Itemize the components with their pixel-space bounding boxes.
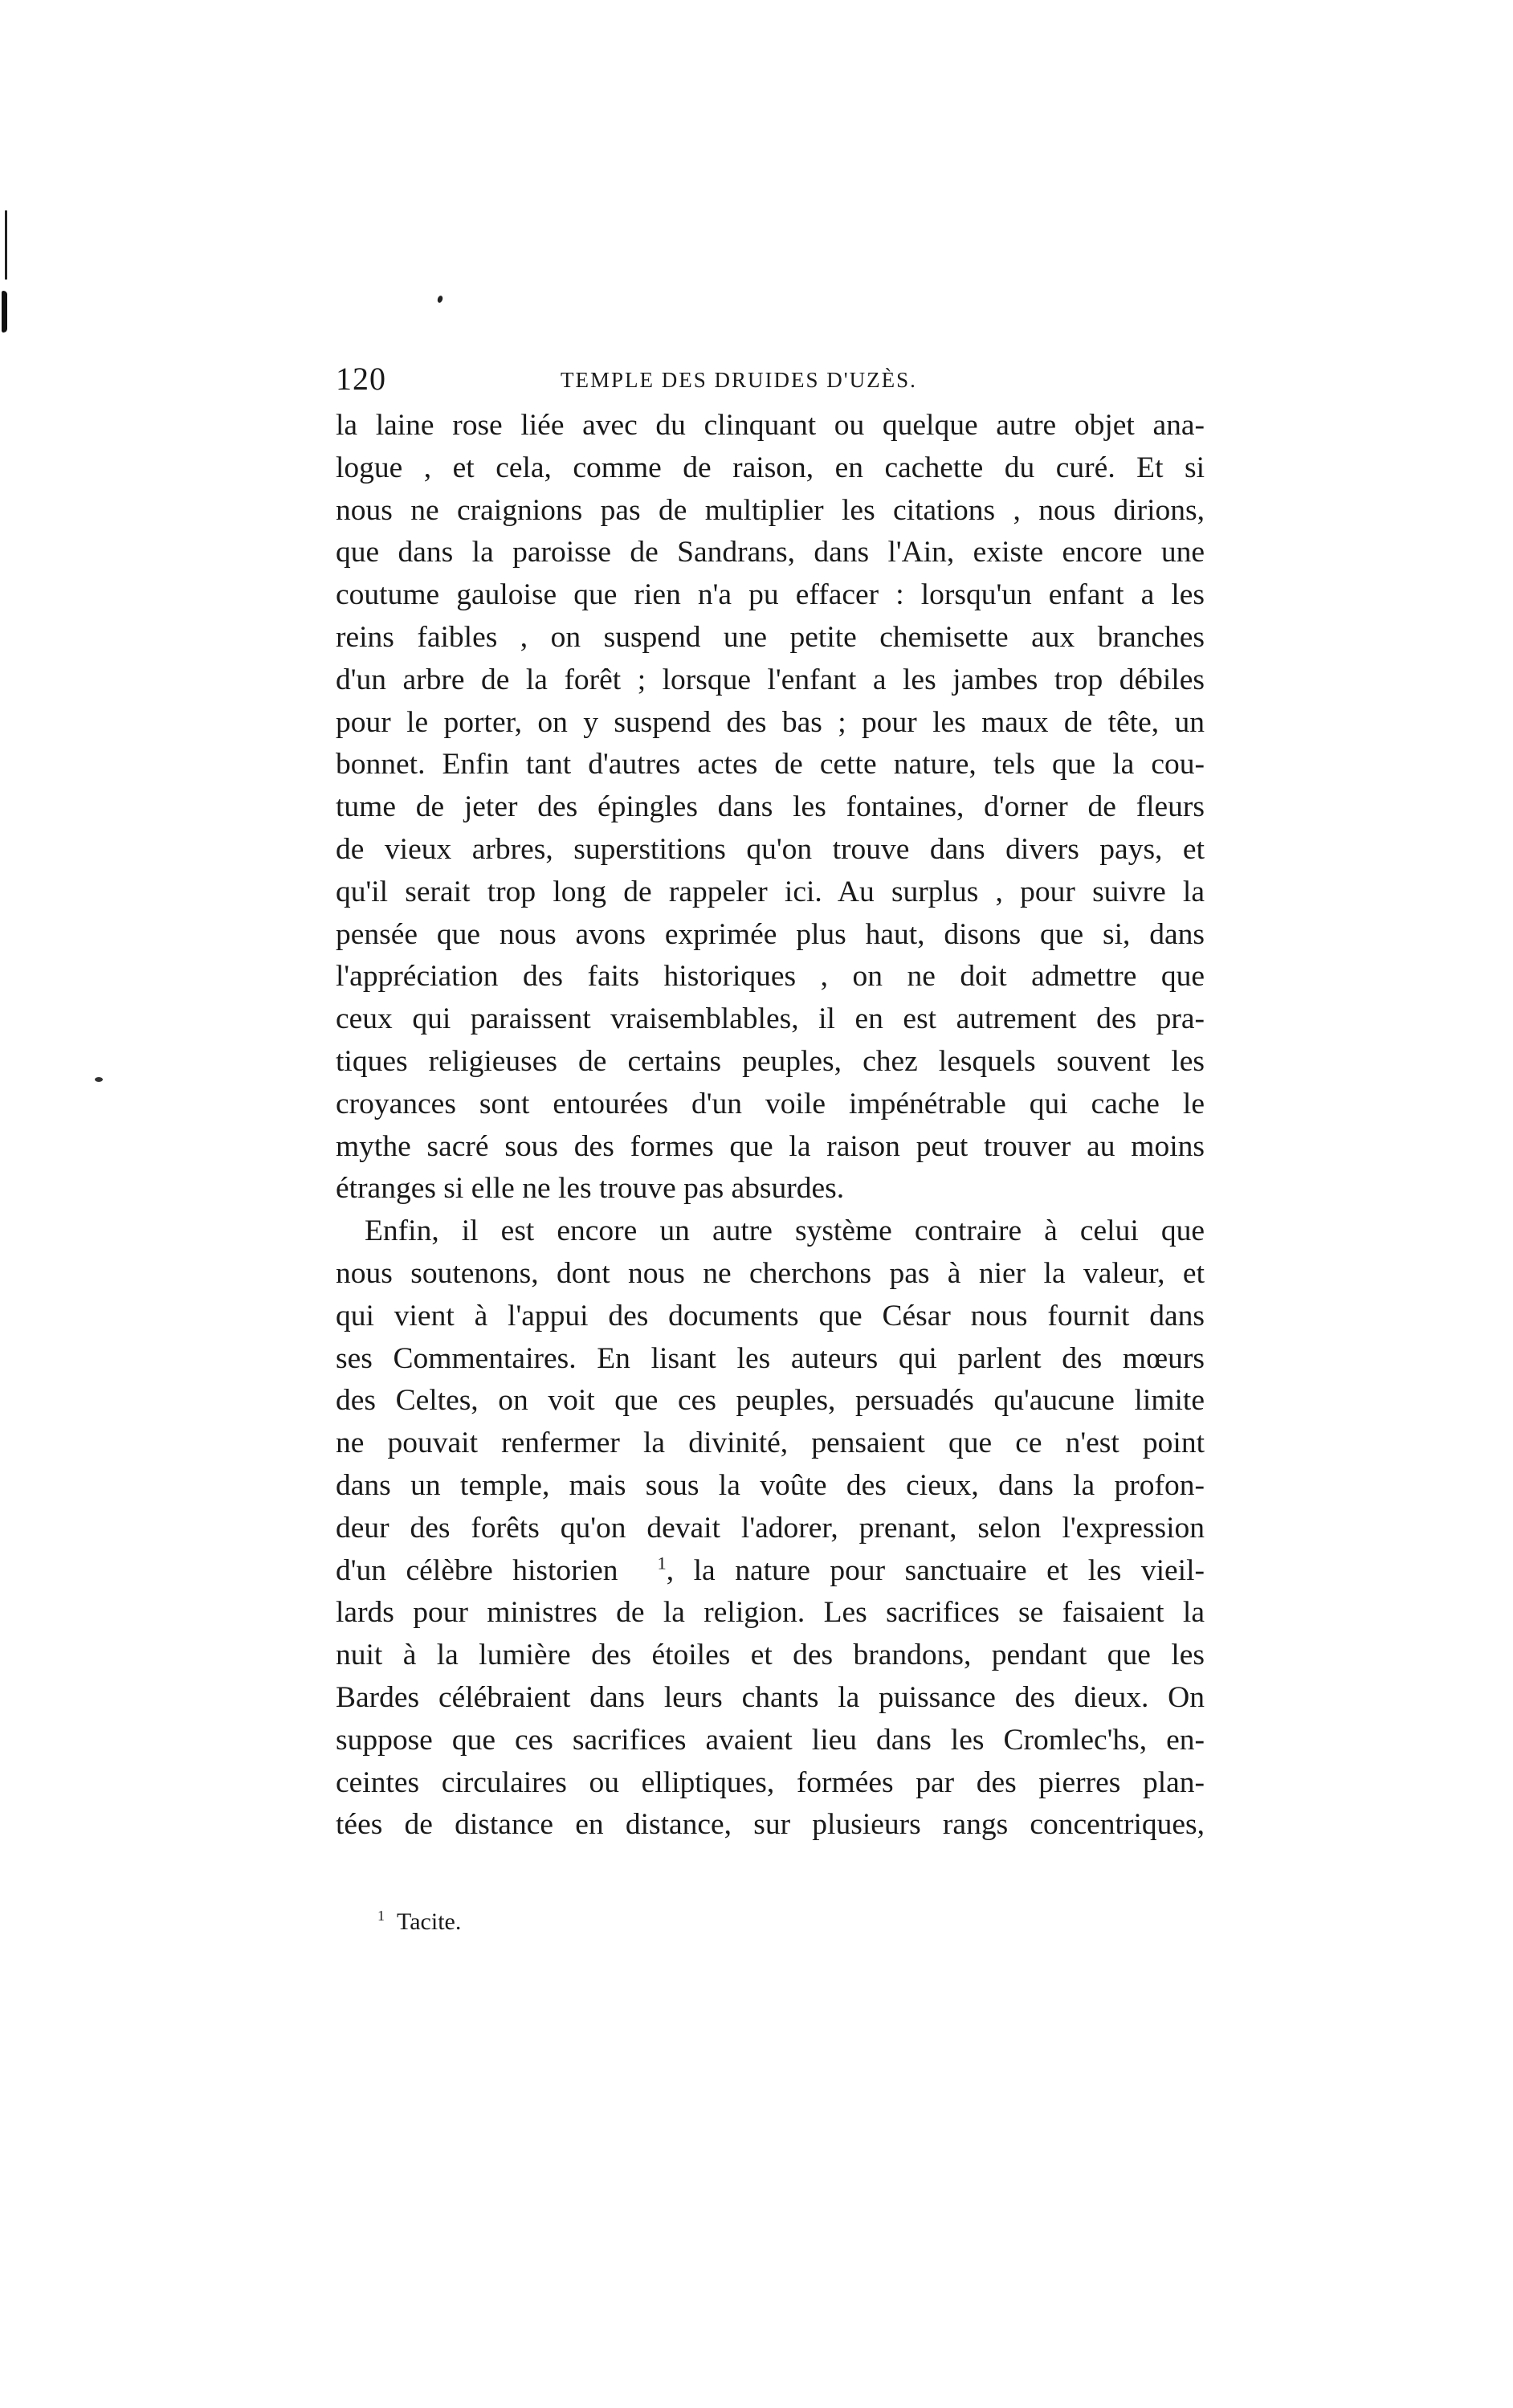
scan-edge-mark xyxy=(5,210,7,280)
running-title: TEMPLE DES DRUIDES D'UZÈS. xyxy=(561,368,917,392)
text-line: de vieux arbres, superstitions qu'on trouve dans divers pays, et xyxy=(336,832,1205,866)
text-line: ceux qui paraissent vraisemblables, il en est autrement des pra- xyxy=(336,1002,1205,1036)
text-line: tume de jeter des épingles dans les fontaines, d'orner de fleurs xyxy=(336,790,1205,824)
text-line: que dans la paroisse de Sandrans, dans l'Ain, existe encore une xyxy=(336,536,1205,569)
text-line: tiques religieuses de certains peuples, chez lesquels souvent les xyxy=(336,1044,1205,1078)
text-line: qu'il serait trop long de rappeler ici. Au surplus , pour suivre la xyxy=(336,875,1205,908)
body-text xyxy=(336,405,1205,1847)
text-line: suppose que ces sacrifices avaient lieu dans les Cromlec'hs, en- xyxy=(336,1723,1205,1757)
text-line-with-footnote xyxy=(336,1550,1205,1593)
scan-edge-mark xyxy=(2,291,7,333)
text-line: des Celtes, on voit que ces peuples, persuadés qu'aucune limite xyxy=(336,1384,1205,1418)
text-line: d'un arbre de la forêt ; lorsque l'enfant a les jambes trop débiles xyxy=(336,663,1205,696)
text-line: Bardes célébraient dans leurs chants la puissance des dieux. On xyxy=(336,1680,1205,1714)
text-line: nous soutenons, dont nous ne cherchons pas à nier la valeur, et xyxy=(336,1256,1205,1290)
text-line: croyances sont entourées d'un voile impénétrable qui cache le xyxy=(336,1087,1205,1120)
text-line: ses Commentaires. En lisant les auteurs qui parlent des mœurs xyxy=(336,1341,1205,1375)
paragraph-first-line: Enfin, il est encore un autre système contraire à celui que xyxy=(365,1214,1205,1248)
text-line: mythe sacré sous des formes que la raison peut trouver au moins xyxy=(336,1129,1205,1163)
text-segment: d'un célèbre historien xyxy=(336,1553,618,1587)
footnote xyxy=(377,1908,461,1936)
text-line: étranges si elle ne les trouve pas absurdes. xyxy=(336,1172,845,1206)
text-line: bonnet. Enfin tant d'autres actes de cette nature, tels que la cou- xyxy=(336,748,1205,782)
text-line: la laine rose liée avec du clinquant ou quelque autre objet ana- xyxy=(336,409,1205,442)
text-line: reins faibles , on suspend une petite chemisette aux branches xyxy=(336,620,1205,654)
text-line: logue , et cela, comme de raison, en cachette du curé. Et si xyxy=(336,451,1205,484)
text-line: ceintes circulaires ou elliptiques, formées par des pierres plan- xyxy=(336,1765,1205,1799)
page-header xyxy=(336,360,1203,408)
text-line: qui vient à l'appui des documents que César nous fournit dans xyxy=(336,1299,1205,1333)
footnote-text: Tacite. xyxy=(397,1908,462,1935)
text-line: nuit à la lumière des étoiles et des brandons, pendant que les xyxy=(336,1639,1205,1672)
text-line: deur des forêts qu'on devait l'adorer, prenant, selon l'expression xyxy=(336,1511,1205,1545)
footnote-reference: 1 xyxy=(657,1553,667,1573)
text-line: tées de distance en distance, sur plusieurs rangs concentriques, xyxy=(336,1808,1205,1842)
text-line: lards pour ministres de la religion. Les sacrifices se faisaient la xyxy=(336,1596,1205,1630)
ink-speck xyxy=(437,295,444,304)
text-line: ne pouvait renfermer la divinité, pensaient que ce n'est point xyxy=(336,1426,1205,1460)
ink-speck xyxy=(95,1077,103,1082)
text-line: l'appréciation des faits historiques , on ne doit admettre que xyxy=(336,960,1205,994)
text-line: pensée que nous avons exprimée plus haut, disons que si, dans xyxy=(336,917,1205,951)
footnote-number: 1 xyxy=(377,1908,385,1924)
text-segment: , la nature pour sanctuaire et les vieil- xyxy=(666,1553,1205,1587)
text-line: pour le porter, on y suspend des bas ; pour les maux de tête, un xyxy=(336,705,1205,739)
text-line: nous ne craignions pas de multiplier les citations , nous dirions, xyxy=(336,493,1205,527)
page-number: 120 xyxy=(336,361,386,397)
text-line: dans un temple, mais sous la voûte des cieux, dans la profon- xyxy=(336,1468,1205,1502)
text-line: coutume gauloise que rien n'a pu effacer : lorsqu'un enfant a les xyxy=(336,578,1205,612)
